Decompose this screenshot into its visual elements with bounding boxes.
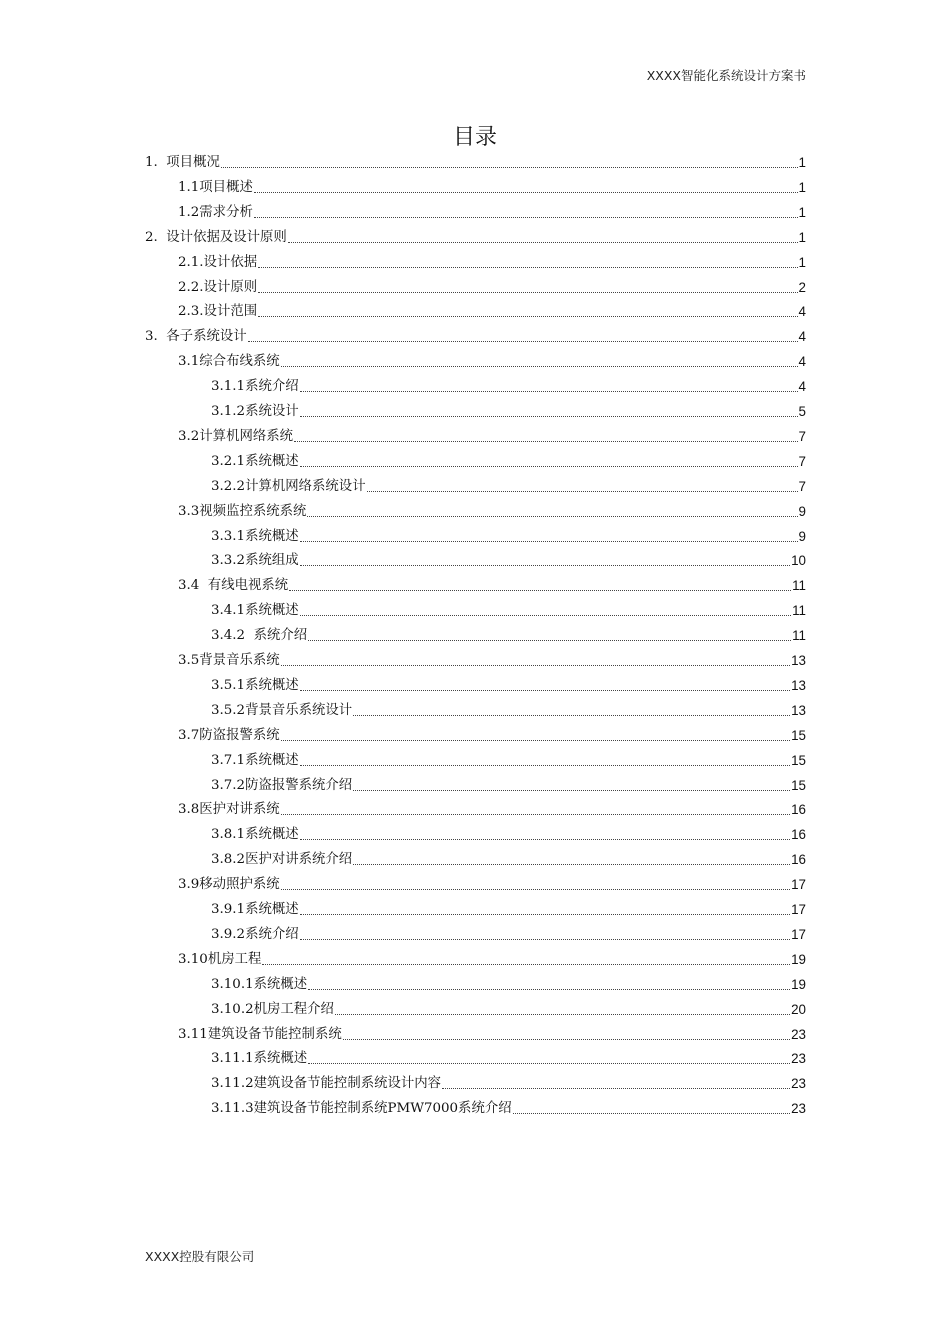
- toc-entry[interactable]: [178, 499, 806, 521]
- toc-dot-leader: [221, 167, 798, 168]
- toc-entry-label: 2.2.设计原则: [178, 279, 258, 295]
- toc-entry-label: 3.11.3建筑设备节能控制系统PMW7000系统介绍: [211, 1101, 512, 1117]
- toc-dot-leader: [300, 690, 790, 691]
- toc-page-number: 23: [791, 1076, 806, 1092]
- toc-dot-leader: [353, 715, 790, 716]
- toc-dot-leader: [335, 1014, 790, 1015]
- toc-dot-leader: [343, 1039, 790, 1040]
- toc-dot-leader: [307, 516, 797, 517]
- toc-entry-label: 1.2需求分析: [178, 204, 253, 220]
- toc-entry[interactable]: [211, 922, 806, 944]
- toc-page-number: 17: [791, 877, 806, 893]
- toc-entry-label: 3.3.1系统概述: [211, 528, 299, 544]
- toc-page-number: 23: [791, 1026, 806, 1042]
- toc-entry[interactable]: [211, 698, 806, 720]
- toc-page-number: 15: [791, 777, 806, 793]
- toc-entry-label: 2. 设计依据及设计原则: [145, 229, 287, 245]
- toc-dot-leader: [300, 466, 798, 467]
- toc-entry[interactable]: [178, 200, 806, 222]
- toc-page-number: 15: [791, 727, 806, 743]
- toc-page-number: 17: [791, 926, 806, 942]
- toc-entry-label: 3.1.1系统介绍: [211, 379, 299, 395]
- toc-entry[interactable]: [145, 324, 806, 346]
- toc-page-number: 16: [791, 852, 806, 868]
- toc-entry[interactable]: [211, 673, 806, 695]
- toc-entry-label: 3.10.1系统概述: [211, 976, 308, 992]
- page-header: XXXX智能化系统设计方案书: [646, 68, 806, 83]
- toc-entry[interactable]: [211, 847, 806, 869]
- toc-dot-leader: [300, 914, 790, 915]
- toc-entry[interactable]: [178, 573, 806, 595]
- toc-entry-label: 3.10.2机房工程介绍: [211, 1001, 334, 1017]
- toc-entry-label: 3.2.1系统概述: [211, 453, 299, 469]
- toc-entry[interactable]: [178, 1022, 806, 1044]
- toc-entry-label: 3.11.1系统概述: [211, 1051, 308, 1067]
- toc-entry[interactable]: [211, 822, 806, 844]
- toc-dot-leader: [308, 1063, 790, 1064]
- toc-dot-leader: [254, 192, 798, 193]
- toc-page-number: 23: [791, 1101, 806, 1117]
- toc-page-number: 23: [791, 1051, 806, 1067]
- toc-entry[interactable]: [211, 1096, 806, 1118]
- toc-entry-label: 3.8医护对讲系统: [178, 802, 280, 818]
- toc-page-number: 7: [798, 453, 806, 469]
- toc-page-number: 20: [791, 1001, 806, 1017]
- toc-dot-leader: [513, 1113, 790, 1114]
- toc-dot-leader: [300, 416, 798, 417]
- toc-page-number: 16: [791, 827, 806, 843]
- toc-entry[interactable]: [178, 250, 806, 272]
- toc-dot-leader: [294, 441, 798, 442]
- toc-entry[interactable]: [178, 275, 806, 297]
- toc-dot-leader: [288, 242, 798, 243]
- toc-page-number: 10: [791, 553, 806, 569]
- toc-entry[interactable]: [178, 723, 806, 745]
- toc-page-number: 19: [791, 976, 806, 992]
- toc-dot-leader: [300, 939, 790, 940]
- toc-dot-leader: [300, 541, 798, 542]
- toc-dot-leader: [281, 665, 790, 666]
- toc-page-number: 2: [798, 279, 806, 295]
- toc-entry-label: 2.3.设计范围: [178, 304, 258, 320]
- toc-page-number: 15: [791, 752, 806, 768]
- toc-entry-label: 3.10机房工程: [178, 951, 262, 967]
- toc-entry[interactable]: [178, 648, 806, 670]
- toc-page-number: 1: [798, 179, 806, 195]
- toc-page-number: 7: [798, 428, 806, 444]
- toc-entry[interactable]: [178, 797, 806, 819]
- toc-entry-label: 3.7.2防盗报警系统介绍: [211, 777, 353, 793]
- toc-dot-leader: [308, 989, 790, 990]
- toc-entry[interactable]: [211, 997, 806, 1019]
- toc-entry-label: 3.3.2系统组成: [211, 553, 299, 569]
- toc-dot-leader: [308, 640, 791, 641]
- toc-entry[interactable]: [211, 1046, 806, 1068]
- toc-entry-label: 3.9.1系统概述: [211, 902, 299, 917]
- toc-page-number: 4: [798, 354, 806, 370]
- toc-entry[interactable]: [145, 150, 806, 172]
- toc-entry[interactable]: [211, 897, 806, 919]
- toc-page-number: 4: [798, 304, 806, 320]
- toc-entry[interactable]: [211, 623, 806, 645]
- page-footer: XXXX控股有限公司: [145, 1249, 255, 1264]
- toc-entry[interactable]: [211, 449, 806, 471]
- toc-entry-label: 1. 项目概况: [145, 155, 220, 170]
- toc-page-number: 17: [791, 902, 806, 917]
- toc-page-number: 11: [792, 603, 806, 619]
- toc-page-number: 5: [798, 404, 806, 419]
- toc-page-number: 13: [791, 702, 806, 718]
- toc-entry-label: 3.3视频监控系统系统: [178, 503, 307, 519]
- toc-dot-leader: [281, 889, 790, 890]
- toc-dot-leader: [281, 814, 790, 815]
- toc-page-number: 19: [791, 951, 806, 967]
- toc-entry-label: 3.7.1系统概述: [211, 752, 299, 768]
- toc-entry-label: 3.11建筑设备节能控制系统: [178, 1026, 342, 1042]
- toc-dot-leader: [442, 1088, 790, 1089]
- toc-page-number: 4: [798, 379, 806, 395]
- toc-entry[interactable]: [211, 972, 806, 994]
- toc-entry[interactable]: [178, 947, 806, 969]
- toc-entry-label: 1.1项目概述: [178, 179, 253, 195]
- toc-dot-leader: [353, 790, 790, 791]
- toc-entry-label: 3.1.2系统设计: [211, 404, 299, 419]
- toc-page-number: 1: [798, 155, 806, 170]
- toc-page-number: 9: [798, 503, 806, 519]
- toc-entry-label: 3.5.1系统概述: [211, 677, 299, 693]
- toc-dot-leader: [258, 267, 797, 268]
- toc-entry-label: 3.5背景音乐系统: [178, 653, 280, 668]
- toc-page-number: 4: [798, 329, 806, 345]
- toc-dot-leader: [281, 366, 798, 367]
- toc-entry[interactable]: [145, 225, 806, 247]
- toc-entry[interactable]: [178, 424, 806, 446]
- toc-entry[interactable]: [178, 175, 806, 197]
- toc-page-number: 1: [798, 254, 806, 270]
- toc-dot-leader: [300, 565, 790, 566]
- toc-entry-label: 3.1综合布线系统: [178, 354, 280, 370]
- toc-entry-label: 2.1.设计依据: [178, 254, 258, 270]
- toc-dot-leader: [281, 740, 790, 741]
- toc-page-number: 11: [792, 628, 806, 644]
- toc-entry-label: 3.9.2系统介绍: [211, 926, 299, 942]
- toc-entry[interactable]: [178, 349, 806, 371]
- toc-entry-label: 3.7防盗报警系统: [178, 727, 280, 743]
- toc-dot-leader: [300, 839, 790, 840]
- toc-entry[interactable]: [211, 524, 806, 546]
- toc-page-number: 9: [798, 528, 806, 544]
- toc-entry-label: 3.11.2建筑设备节能控制系统设计内容: [211, 1076, 442, 1092]
- toc-entry-label: 3.4 有线电视系统: [178, 578, 289, 594]
- toc-entry-label: 3.5.2背景音乐系统设计: [211, 702, 353, 718]
- toc-entry[interactable]: [178, 299, 806, 321]
- toc-entry[interactable]: [211, 374, 806, 396]
- toc-entry-label: 3.9移动照护系统: [178, 877, 280, 893]
- toc-entry[interactable]: [178, 872, 806, 894]
- toc-page-number: 13: [791, 653, 806, 668]
- toc-entry-label: 3.4.1系统概述: [211, 603, 299, 619]
- toc-entry-label: 3.8.1系统概述: [211, 827, 299, 843]
- toc-entry[interactable]: [211, 474, 806, 496]
- toc-entry-label: 3.4.2 系统介绍: [211, 628, 308, 644]
- toc-page-number: 7: [798, 478, 806, 494]
- toc-title: 目录: [452, 125, 497, 150]
- toc-page-number: 11: [792, 578, 806, 594]
- toc-dot-leader: [258, 316, 797, 317]
- toc-entry[interactable]: [211, 399, 806, 421]
- toc-dot-leader: [258, 292, 797, 293]
- toc-page-number: 16: [791, 802, 806, 818]
- toc-dot-leader: [300, 765, 790, 766]
- toc-page-number: 1: [798, 229, 806, 245]
- toc-dot-leader: [248, 341, 798, 342]
- toc-entry[interactable]: [211, 1071, 806, 1093]
- toc-dot-leader: [289, 590, 791, 591]
- toc-dot-leader: [254, 217, 798, 218]
- toc-dot-leader: [300, 615, 791, 616]
- toc-entry[interactable]: [211, 598, 806, 620]
- toc-entry-label: 3.8.2医护对讲系统介绍: [211, 852, 353, 868]
- toc-entry-label: 3.2.2计算机网络系统设计: [211, 478, 366, 494]
- toc-entry-label: 3. 各子系统设计: [145, 329, 247, 345]
- toc-entry[interactable]: [211, 548, 806, 570]
- toc-dot-leader: [367, 491, 798, 492]
- toc-entry[interactable]: [211, 748, 806, 770]
- toc-dot-leader: [262, 964, 790, 965]
- toc-page-number: 1: [798, 204, 806, 220]
- toc-entry[interactable]: [211, 773, 806, 795]
- toc-dot-leader: [300, 391, 798, 392]
- toc-dot-leader: [353, 864, 790, 865]
- toc-page-number: 13: [791, 677, 806, 693]
- toc-entry-label: 3.2计算机网络系统: [178, 428, 294, 444]
